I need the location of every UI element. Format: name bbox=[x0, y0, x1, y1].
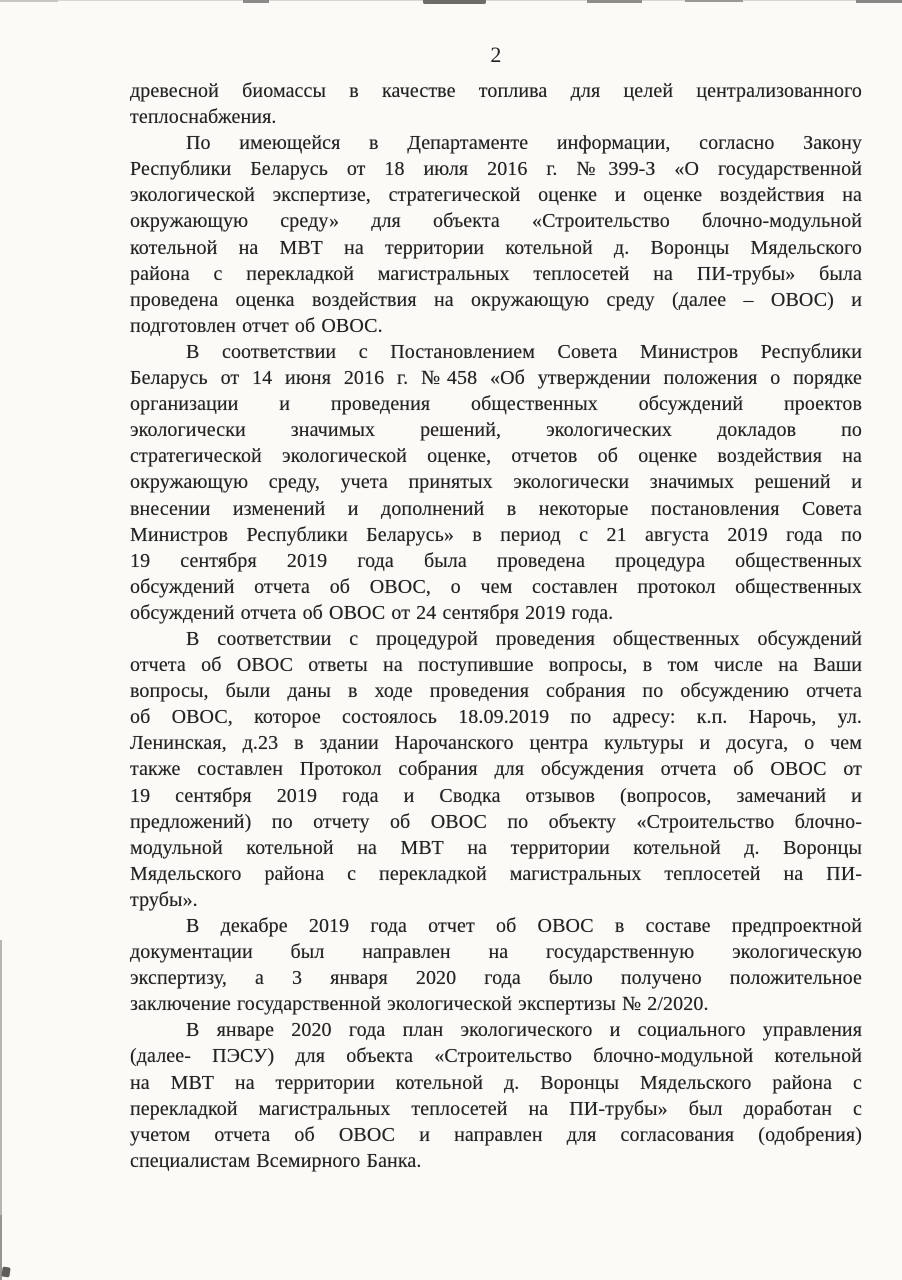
text-line: Республики Беларусь от 18 июля 2016 г. №399-З «О государственной bbox=[130, 158, 862, 181]
text-line: района с перекладкой магистральных теплосетей на ПИ-трубы» была bbox=[130, 262, 862, 285]
text-line: обсуждений отчета об ОВОС, о чем составлен протокол общественных bbox=[130, 575, 862, 598]
text-line: также составлен Протокол собрания для обсуждения отчета об ОВОС от bbox=[130, 758, 862, 781]
text-line: Ленинская, д.23 в здании Нарочанского центра культуры и досуга, о чем bbox=[130, 732, 862, 755]
text-line: отчета об ОВОС ответы на поступившие вопросы, в том числе на Ваши bbox=[130, 654, 862, 677]
text-line: подготовлен отчет об ОВОС. bbox=[130, 314, 383, 337]
text-line: По имеющейся в Департаменте информации, согласно Закону bbox=[186, 132, 862, 155]
text-line: заключение государственной экологической экспертизы № 2/2020. bbox=[130, 993, 709, 1016]
text-line: учетом отчета об ОВОС и направлен для согласования (одобрения) bbox=[130, 1123, 862, 1146]
scan-speck bbox=[1, 1266, 10, 1277]
text-line: трубы». bbox=[130, 888, 198, 911]
scan-edge-artifact bbox=[243, 0, 269, 3]
text-line: В декабре 2019 года отчет об ОВОС в составе предпроектной bbox=[186, 915, 862, 937]
scan-edge-artifact bbox=[685, 0, 743, 2]
text-line: предложений) по отчету об ОВОС по объекту «Строительство блочно- bbox=[130, 810, 862, 833]
scan-edge-artifact bbox=[587, 0, 642, 3]
text-line: 19 сентября 2019 года и Сводка отзывов (вопросов, замечаний и bbox=[130, 784, 862, 807]
text-line: на МВТ на территории котельной д. Воронцы Мядельского района с bbox=[130, 1071, 862, 1094]
text-line: организации и проведения общественных обсуждений проектов bbox=[130, 393, 862, 416]
text-line: перекладкой магистральных теплосетей на ПИ-трубы» был доработан с bbox=[130, 1097, 862, 1120]
text-line: модульной котельной на МВТ на территории котельной д. Воронцы bbox=[130, 836, 862, 859]
text-line: обсуждений отчета об ОВОС от 24 сентября 2019 года. bbox=[130, 601, 614, 624]
text-line: документации был направлен на государственную экологическую bbox=[130, 941, 862, 964]
text-line: окружающую среду» для объекта «Строительство блочно-модульной bbox=[130, 210, 862, 233]
text-line: об ОВОС, которое состоялось 18.09.2019 по адресу: к.п. Нарочь, ул. bbox=[130, 706, 862, 729]
document-body bbox=[130, 78, 862, 1174]
text-line: экологической экспертизе, стратегической оценке и оценке воздействия на bbox=[130, 184, 862, 207]
text-line: 19 сентября 2019 года была проведена процедура общественных bbox=[130, 549, 862, 572]
text-line: В январе 2020 года план экологического и социального управления bbox=[186, 1019, 862, 1042]
scan-edge-artifact bbox=[423, 0, 486, 4]
text-line: проведена оценка воздействия на окружающую среду (далее – ОВОС) и bbox=[130, 288, 862, 311]
text-line: древесной биомассы в качестве топлива для целей централизованного bbox=[130, 80, 862, 102]
text-line: стратегической экологической оценке, отчетов об оценке воздействия на bbox=[130, 445, 862, 468]
text-line: внесении изменений и дополнений в некоторые постановления Совета bbox=[130, 497, 862, 520]
text-line: вопросы, были даны в ходе проведения собрания по обсуждению отчета bbox=[130, 680, 862, 703]
text-line: котельной на МВТ на территории котельной д. Воронцы Мядельского bbox=[130, 236, 862, 259]
text-line: теплоснабжения. bbox=[130, 106, 277, 129]
text-line: окружающую среду, учета принятых экологически значимых решений и bbox=[130, 471, 862, 494]
text-line: экспертизу, а 3 января 2020 года было получено положительное bbox=[130, 967, 862, 990]
text-line: В соответствии с процедурой проведения общественных обсуждений bbox=[186, 627, 862, 650]
text-line: экологически значимых решений, экологических докладов по bbox=[130, 419, 862, 442]
text-line: (далее- ПЭСУ) для объекта «Строительство блочно-модульной котельной bbox=[130, 1045, 862, 1068]
scan-edge-artifact bbox=[0, 0, 58, 2]
page-number: 2 bbox=[490, 42, 502, 67]
text-line: В соответствии с Постановлением Совета Министров Республики bbox=[186, 340, 862, 363]
text-line: специалистам Всемирного Банка. bbox=[130, 1149, 422, 1172]
text-line: Мядельского района с перекладкой магистральных теплосетей на ПИ- bbox=[130, 862, 862, 885]
text-line: Министров Республики Беларусь» в период с 21 августа 2019 года по bbox=[130, 523, 862, 546]
text-line: Беларусь от 14 июня 2016 г. №458 «Об утверждении положения о порядке bbox=[130, 367, 862, 390]
scan-edge-artifact bbox=[856, 0, 902, 3]
